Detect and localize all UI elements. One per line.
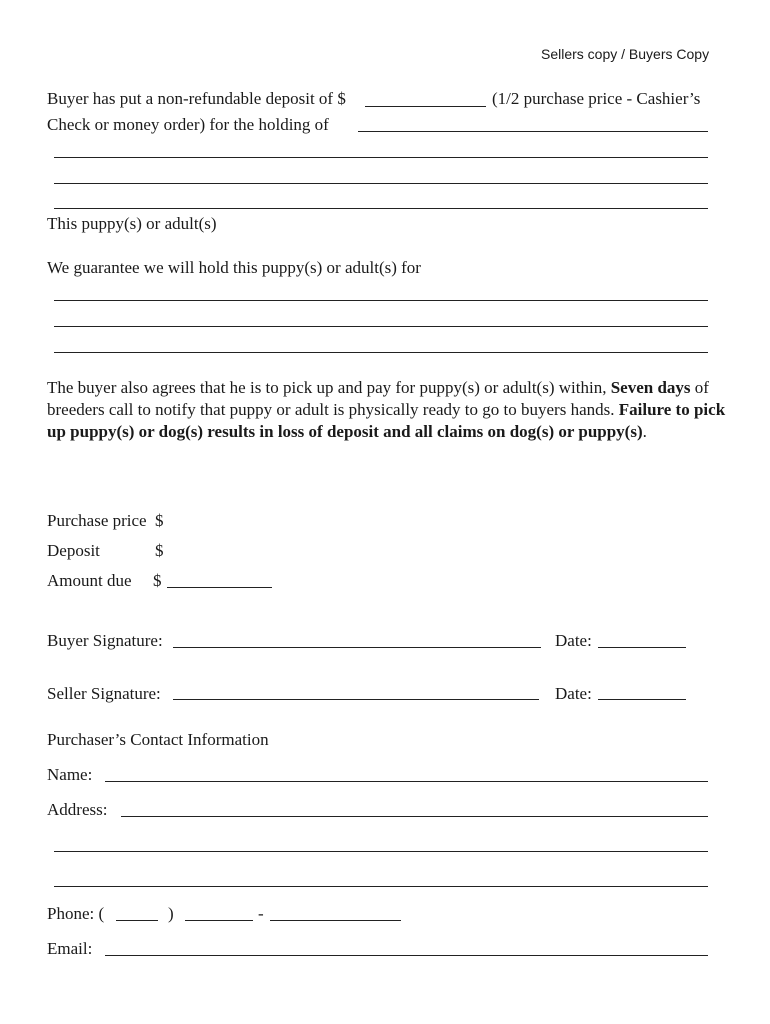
holding-line-4[interactable]: [54, 208, 708, 209]
holding-of-field[interactable]: [358, 131, 708, 132]
name-field[interactable]: [105, 781, 708, 782]
seller-signature-field[interactable]: [173, 699, 539, 700]
agreement-bold-2: Failure to pick up puppy(s) or dog(s) results in loss of deposit and all claims on dog(s) or puppy(s): [47, 400, 726, 441]
agreement-text-3: .: [642, 422, 647, 441]
phone-number-field[interactable]: [270, 920, 401, 921]
address-label: Address:: [47, 800, 108, 819]
amount-due-label: Amount due: [47, 571, 132, 590]
contact-heading: Purchaser’s Contact Information: [47, 730, 269, 749]
agreement-paragraph: [47, 377, 737, 443]
buyer-date-field[interactable]: [598, 647, 686, 648]
holding-line-2[interactable]: [54, 157, 708, 158]
address-field-3[interactable]: [54, 886, 708, 887]
deposit-currency: $: [155, 541, 164, 560]
deposit-line1-end: (1/2 purchase price - Cashier’s: [492, 89, 701, 108]
seller-date-label: Date:: [555, 684, 592, 703]
deposit-amount-field[interactable]: [365, 106, 486, 107]
amount-due-field[interactable]: [167, 587, 272, 588]
buyer-signature-field[interactable]: [173, 647, 541, 648]
agreement-text-2: of breeders call to notify that puppy or adult is physically ready to go to buyers hands.: [47, 378, 709, 419]
agreement-text-1: The buyer also agrees that he is to pick up and pay for puppy(s) or adult(s) within,: [47, 378, 611, 397]
phone-prefix-field[interactable]: [185, 920, 253, 921]
address-field-2[interactable]: [54, 851, 708, 852]
email-field[interactable]: [105, 955, 708, 956]
phone-dash: -: [258, 904, 264, 923]
buyer-signature-label: Buyer Signature:: [47, 631, 163, 650]
phone-area-code-field[interactable]: [116, 920, 158, 921]
deposit-label: Deposit: [47, 541, 100, 560]
seller-date-field[interactable]: [598, 699, 686, 700]
guarantee-line-3[interactable]: [54, 352, 708, 353]
purchase-price-currency: $: [155, 511, 164, 530]
deposit-line1-start: Buyer has put a non-refundable deposit of $: [47, 89, 346, 108]
puppy-label: This puppy(s) or adult(s): [47, 214, 217, 233]
agreement-bold-1: Seven days: [610, 378, 691, 397]
guarantee-line-1[interactable]: [54, 300, 708, 301]
amount-due-currency: $: [153, 571, 162, 590]
guarantee-line-2[interactable]: [54, 326, 708, 327]
buyer-date-label: Date:: [555, 631, 592, 650]
address-field-1[interactable]: [121, 816, 708, 817]
deposit-line2: Check or money order) for the holding of: [47, 115, 329, 134]
purchase-price-label: Purchase price: [47, 511, 147, 530]
seller-signature-label: Seller Signature:: [47, 684, 161, 703]
holding-line-3[interactable]: [54, 183, 708, 184]
email-label: Email:: [47, 939, 93, 958]
phone-label: Phone: (: [47, 904, 105, 923]
copy-label: Sellers copy / Buyers Copy: [541, 46, 710, 62]
phone-close-paren: ): [168, 904, 174, 923]
name-label: Name:: [47, 765, 93, 784]
guarantee-label: We guarantee we will hold this puppy(s) or adult(s) for: [47, 258, 421, 277]
